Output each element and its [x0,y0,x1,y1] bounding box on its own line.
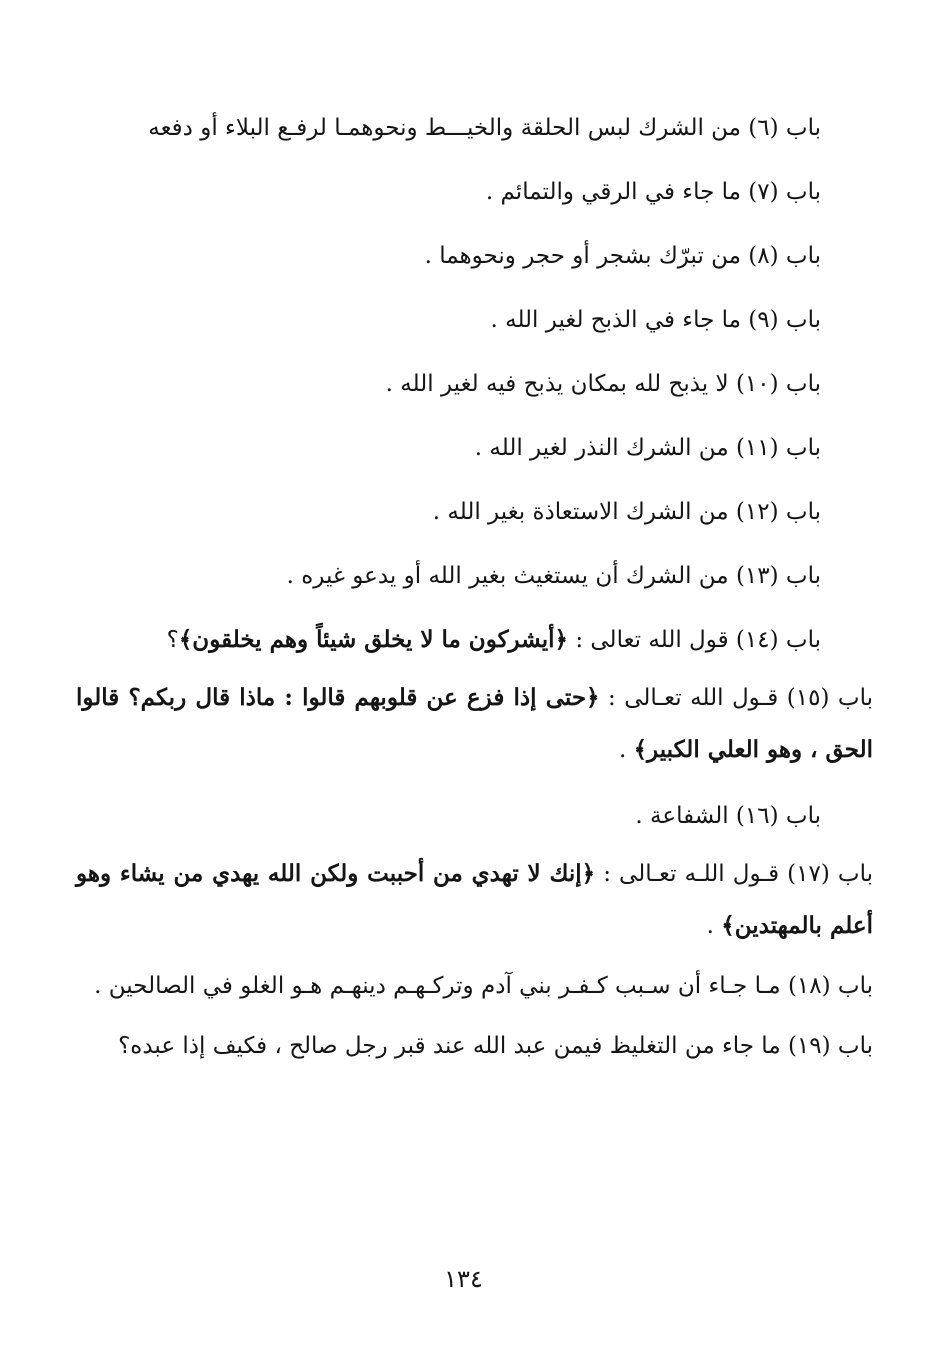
entry-prefix: باب (١٤) قول الله تعالى : [568,627,821,653]
quranic-quote: ﴿حتى إذا فزع عن قلوبهم قالوا : ماذا قال ربكم؟ قالوا الحق ، وهو العلي الكبير﴾ [76,684,873,763]
page-number: ١٣٤ [444,1265,483,1293]
chapter-entry-9: باب (٩) ما جاء في الذبح لغير الله . [490,307,821,333]
entry-suffix: . [706,913,722,939]
chapter-entry-15 [76,672,873,776]
chapter-entry-16: باب (١٦) الشفاعة . [635,803,821,829]
chapter-entry-19: باب (١٩) ما جاء من التغليظ فيمن عبد الله عند قبر رجل صالح ، فكيف إذا عبده؟ [118,1033,873,1059]
entry-prefix: باب (١٧) قـول اللـه تعـالى : [595,861,873,887]
chapter-entry-14 [76,608,821,672]
chapter-entry-13: باب (١٣) من الشرك أن يستغيث بغير الله أو يدعو غيره . [286,563,821,589]
chapter-entry-12: باب (١٢) من الشرك الاستعاذة بغير الله . [432,499,821,525]
chapter-entry-10: باب (١٠) لا يذبح لله بمكان يذبح فيه لغير الله . [385,371,821,397]
chapter-entry-7: باب (٧) ما جاء في الرقي والتمائم . [485,179,821,205]
chapter-entry-6: باب (٦) من الشرك لبس الحلقة والخيـــط ونحوهمـا لرفـع البلاء أو دفعه [148,115,821,141]
chapter-entry-17 [76,848,873,952]
quranic-quote: ﴿أيشركون ما لا يخلق شيئاً وهم يخلقون﴾ [178,626,569,653]
quranic-quote: ﴿إنك لا تهدي من أحببت ولكن الله يهدي من يشاء وهو أعلم بالمهتدين﴾ [76,860,873,939]
chapter-entry-11: باب (١١) من الشرك النذر لغير الله . [474,435,821,461]
chapter-list [76,96,873,1080]
chapter-entry-18: باب (١٨) مـا جـاء أن سـبب كـفـر بني آدم وتركـهـم دينهـم هـو الغلو في الصالحين . [94,973,873,999]
entry-suffix: ؟ [166,627,179,653]
entry-prefix: باب (١٥) قـول الله تعـالى : [599,685,873,711]
chapter-entry-8: باب (٨) من تبرّك بشجر أو حجر ونحوهما . [424,243,821,269]
entry-suffix: . [618,737,634,763]
